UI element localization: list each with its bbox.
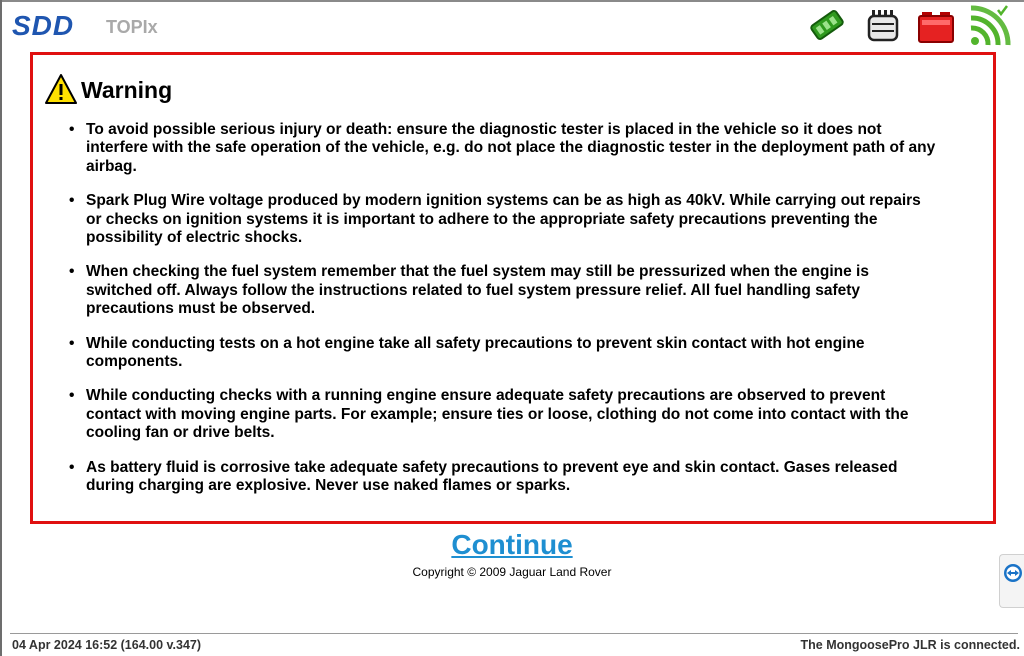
warning-title: Warning [81,77,173,103]
remote-support-icon [1003,563,1023,583]
app-header [0,0,1024,52]
bullet: • [69,121,75,138]
warning-item-text: Spark Plug Wire voltage produced by modern ignition systems can be as high as 40kV. While carrying out repairs or checks on ignition systems it is important to adhere to the appropriate safety precautions preventing the possibility of electric shocks. [86,192,921,247]
sdd-logo: SDD [12,10,75,41]
topix-label: TOPIx [106,17,158,37]
warning-item [69,121,939,176]
warning-item-text: While conducting tests on a hot engine take all safety precautions to prevent skin contact with hot engine components. [86,334,865,371]
warning-item [69,335,939,372]
bullet: • [69,263,75,281]
warning-item-text: When checking the fuel system remember that the fuel system may still be pressurized when the engine is switched off. Always follow the instructions related to fuel system pressure relief. All fuel handling safety precautions must be observed. [86,263,869,318]
bullet: • [69,387,75,405]
status-icon-bar [806,4,1018,48]
warning-item-text: As battery fluid is corrosive take adequate safety precautions to prevent eye and skin contact. Gases released during charging are explosive. Never use naked flames or sparks. [86,458,898,495]
battery-status-icon[interactable] [916,4,958,46]
warning-item [69,263,939,318]
warning-item [69,387,939,442]
warning-triangle-icon [45,73,77,105]
vci-connected-icon[interactable] [806,4,848,46]
continue-link[interactable]: Continue [451,529,573,560]
footer-connection-status: The MongoosePro JLR is connected. [800,638,1020,652]
copyright-text: Copyright © 2009 Jaguar Land Rover [412,565,612,579]
bullet: • [69,334,75,352]
bullet: • [69,192,75,210]
bullet: • [69,458,75,476]
footer-datetime-version: 04 Apr 2024 16:52 (164.00 v.347) [12,638,202,652]
warning-panel [30,52,996,524]
remote-support-tab[interactable] [999,554,1024,608]
warning-item-text: To avoid possible serious injury or death: ensure the diagnostic tester is placed in the vehicle so it does not interfere with the safe operation of the vehicle, e.g. do not place the diagnostic tester in the deployment path of any airbag. [86,121,936,175]
warning-item-text: While conducting checks with a running engine ensure adequate safety precautions are observed to prevent contact with moving engine parts. For example; ensure ties or loose, clothing do not come into contact with the cooling fan or drive belts. [86,387,909,442]
wifi-connected-icon[interactable] [966,4,1008,46]
warning-list [69,121,939,512]
ecu-module-icon[interactable] [862,4,904,46]
continue-link-row [0,528,1024,562]
footer-divider [10,633,1018,634]
warning-item [69,192,939,247]
warning-item [69,459,939,496]
